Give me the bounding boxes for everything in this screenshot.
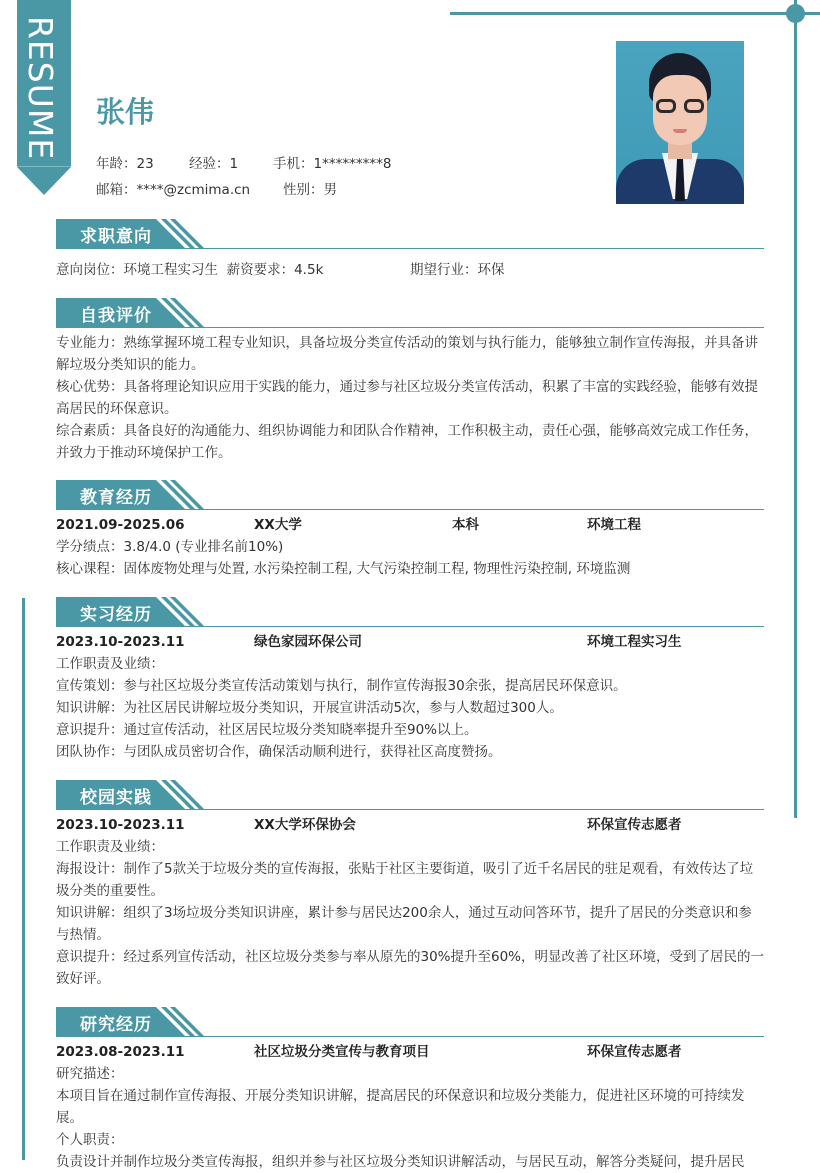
section-internship — [56, 597, 764, 763]
banner-tip — [17, 167, 71, 195]
research-line: 本项目旨在通过制作宣传海报、开展分类知识讲解，提高居民的环保意识和垃圾分类能力，促进社区环境的可持续发展。 — [56, 1088, 745, 1126]
internship-line: 团队协作：与团队成员密切合作，确保活动顺利进行，获得社区高度赞扬。 — [56, 744, 502, 760]
intent-industry: 期望行业：环保 — [410, 262, 505, 278]
campus-org: XX大学环保协会 — [254, 817, 356, 833]
section-title: 求职意向 — [80, 227, 152, 247]
campus-line: 意识提升：经过系列宣传活动，社区垃圾分类参与率从原先的30%提升至60%，明显改善了社区环境，受到了居民的一致好评。 — [56, 949, 765, 987]
section-education — [56, 480, 764, 580]
internship-role: 环境工程实习生 — [587, 634, 682, 650]
section-body — [56, 249, 764, 281]
campus-line: 知识讲解：组织了3场垃圾分类知识讲座，累计参与居民达200余人，通过互动问答环节，提升了居民的分类意识和参与热情。 — [56, 905, 752, 943]
section-title: 自我评价 — [80, 306, 152, 326]
experience-label: 经验： — [189, 156, 230, 172]
gender-label: 性别： — [283, 182, 324, 198]
campus-role: 环保宣传志愿者 — [587, 817, 682, 833]
gender-field — [283, 178, 337, 198]
email-value: ****@zcmima.cn — [136, 182, 251, 198]
education-row-header — [56, 514, 764, 536]
section-title: 校园实践 — [80, 788, 152, 808]
section-header — [56, 480, 764, 510]
campus-line: 海报设计：制作了5款关于垃圾分类的宣传海报，张贴于社区主要街道，吸引了近千名居民的驻足观看，有效传达了垃圾分类的重要性。 — [56, 861, 754, 899]
info-row-1 — [96, 152, 391, 172]
age-label: 年龄： — [96, 156, 137, 172]
campus-row-header — [56, 814, 764, 836]
age-value: 23 — [136, 156, 154, 172]
profile-photo — [616, 41, 744, 199]
self-eval-paragraph: 综合素质：具备良好的沟通能力、组织协调能力和团队合作精神，工作积极主动，责任心强，能够高效完成工作任务，并致力于推动环境保护工作。 — [56, 423, 758, 461]
campus-period: 2023.10-2023.11 — [56, 817, 185, 833]
research-project: 社区垃圾分类宣传与教育项目 — [254, 1044, 430, 1060]
internship-org: 绿色家园环保公司 — [254, 634, 362, 650]
section-self-evaluation — [56, 298, 764, 464]
research-line: 研究描述： — [56, 1066, 124, 1082]
section-body — [56, 1037, 764, 1173]
decor-dot — [786, 4, 805, 23]
education-line: 核心课程：固体废物处理与处置, 水污染控制工程, 大气污染控制工程, 物理性污染控制, 环境监测 — [56, 561, 631, 577]
banner-text: RESUME — [21, 16, 60, 161]
research-period: 2023.08-2023.11 — [56, 1044, 185, 1060]
internship-line: 意识提升：通过宣传活动，社区居民垃圾分类知晓率提升至90%以上。 — [56, 722, 478, 738]
internship-period: 2023.10-2023.11 — [56, 634, 185, 650]
research-line: 个人职责： — [56, 1132, 124, 1148]
phone-field — [273, 152, 391, 172]
section-title: 实习经历 — [80, 605, 152, 625]
education-line: 学分绩点：3.8/4.0 (专业排名前10%) — [56, 539, 284, 555]
education-major: 环境工程 — [587, 517, 641, 533]
internship-line: 知识讲解：为社区居民讲解垃圾分类知识，开展宣讲活动5次，参与人数超过300人。 — [56, 700, 563, 716]
section-header — [56, 597, 764, 627]
internship-row-header — [56, 631, 764, 653]
section-header — [56, 1007, 764, 1037]
section-title: 教育经历 — [80, 488, 152, 508]
section-job-intent — [56, 219, 764, 281]
campus-line: 工作职责及业绩： — [56, 839, 164, 855]
education-degree: 本科 — [452, 517, 479, 533]
self-eval-paragraph: 核心优势：具备将理论知识应用于实践的能力，通过参与社区垃圾分类宣传活动，积累了丰富的实践经验，能够有效提高居民的环保意识。 — [56, 379, 758, 417]
education-school: XX大学 — [254, 517, 302, 533]
section-research — [56, 1007, 764, 1173]
internship-line: 宣传策划：参与社区垃圾分类宣传活动策划与执行，制作宣传海报30余张，提高居民环保意识。 — [56, 678, 627, 694]
experience-field — [189, 152, 273, 172]
top-decor-line — [450, 12, 820, 15]
experience-value: 1 — [229, 156, 239, 172]
research-row-header — [56, 1041, 764, 1063]
section-body — [56, 810, 764, 990]
left-decor-line — [22, 598, 25, 1160]
internship-line: 工作职责及业绩： — [56, 656, 164, 672]
info-row-2 — [96, 178, 337, 198]
section-title: 研究经历 — [80, 1015, 152, 1035]
candidate-name: 张伟 — [96, 95, 155, 129]
research-line: 负责设计并制作垃圾分类宣传海报，组织并参与社区垃圾分类知识讲解活动，与居民互动，解答分类疑问，提升居民 — [56, 1154, 745, 1170]
section-header — [56, 780, 764, 810]
section-header — [56, 298, 764, 328]
section-body — [56, 510, 764, 580]
intent-position-salary — [56, 259, 410, 281]
section-body — [56, 627, 764, 763]
email-field — [96, 178, 283, 198]
self-eval-paragraph: 专业能力：熟练掌握环境工程专业知识，具备垃圾分类宣传活动的策划与执行能力，能够独立制作宣传海报，并具备讲解垃圾分类知识的能力。 — [56, 335, 758, 373]
age-field — [96, 152, 189, 172]
section-body — [56, 328, 764, 464]
phone-value: 1*********8 — [313, 156, 392, 172]
education-period: 2021.09-2025.06 — [56, 517, 185, 533]
email-label: 邮箱： — [96, 182, 137, 198]
section-header — [56, 219, 764, 249]
intent-position: 意向岗位：环境工程实习生 — [56, 262, 218, 278]
right-decor-line — [794, 0, 797, 818]
research-role: 环保宣传志愿者 — [587, 1044, 682, 1060]
intent-salary: 薪资要求：4.5k — [226, 262, 324, 278]
resume-banner — [17, 0, 71, 195]
section-campus-practice — [56, 780, 764, 990]
phone-label: 手机： — [273, 156, 314, 172]
gender-value: 男 — [323, 182, 337, 198]
